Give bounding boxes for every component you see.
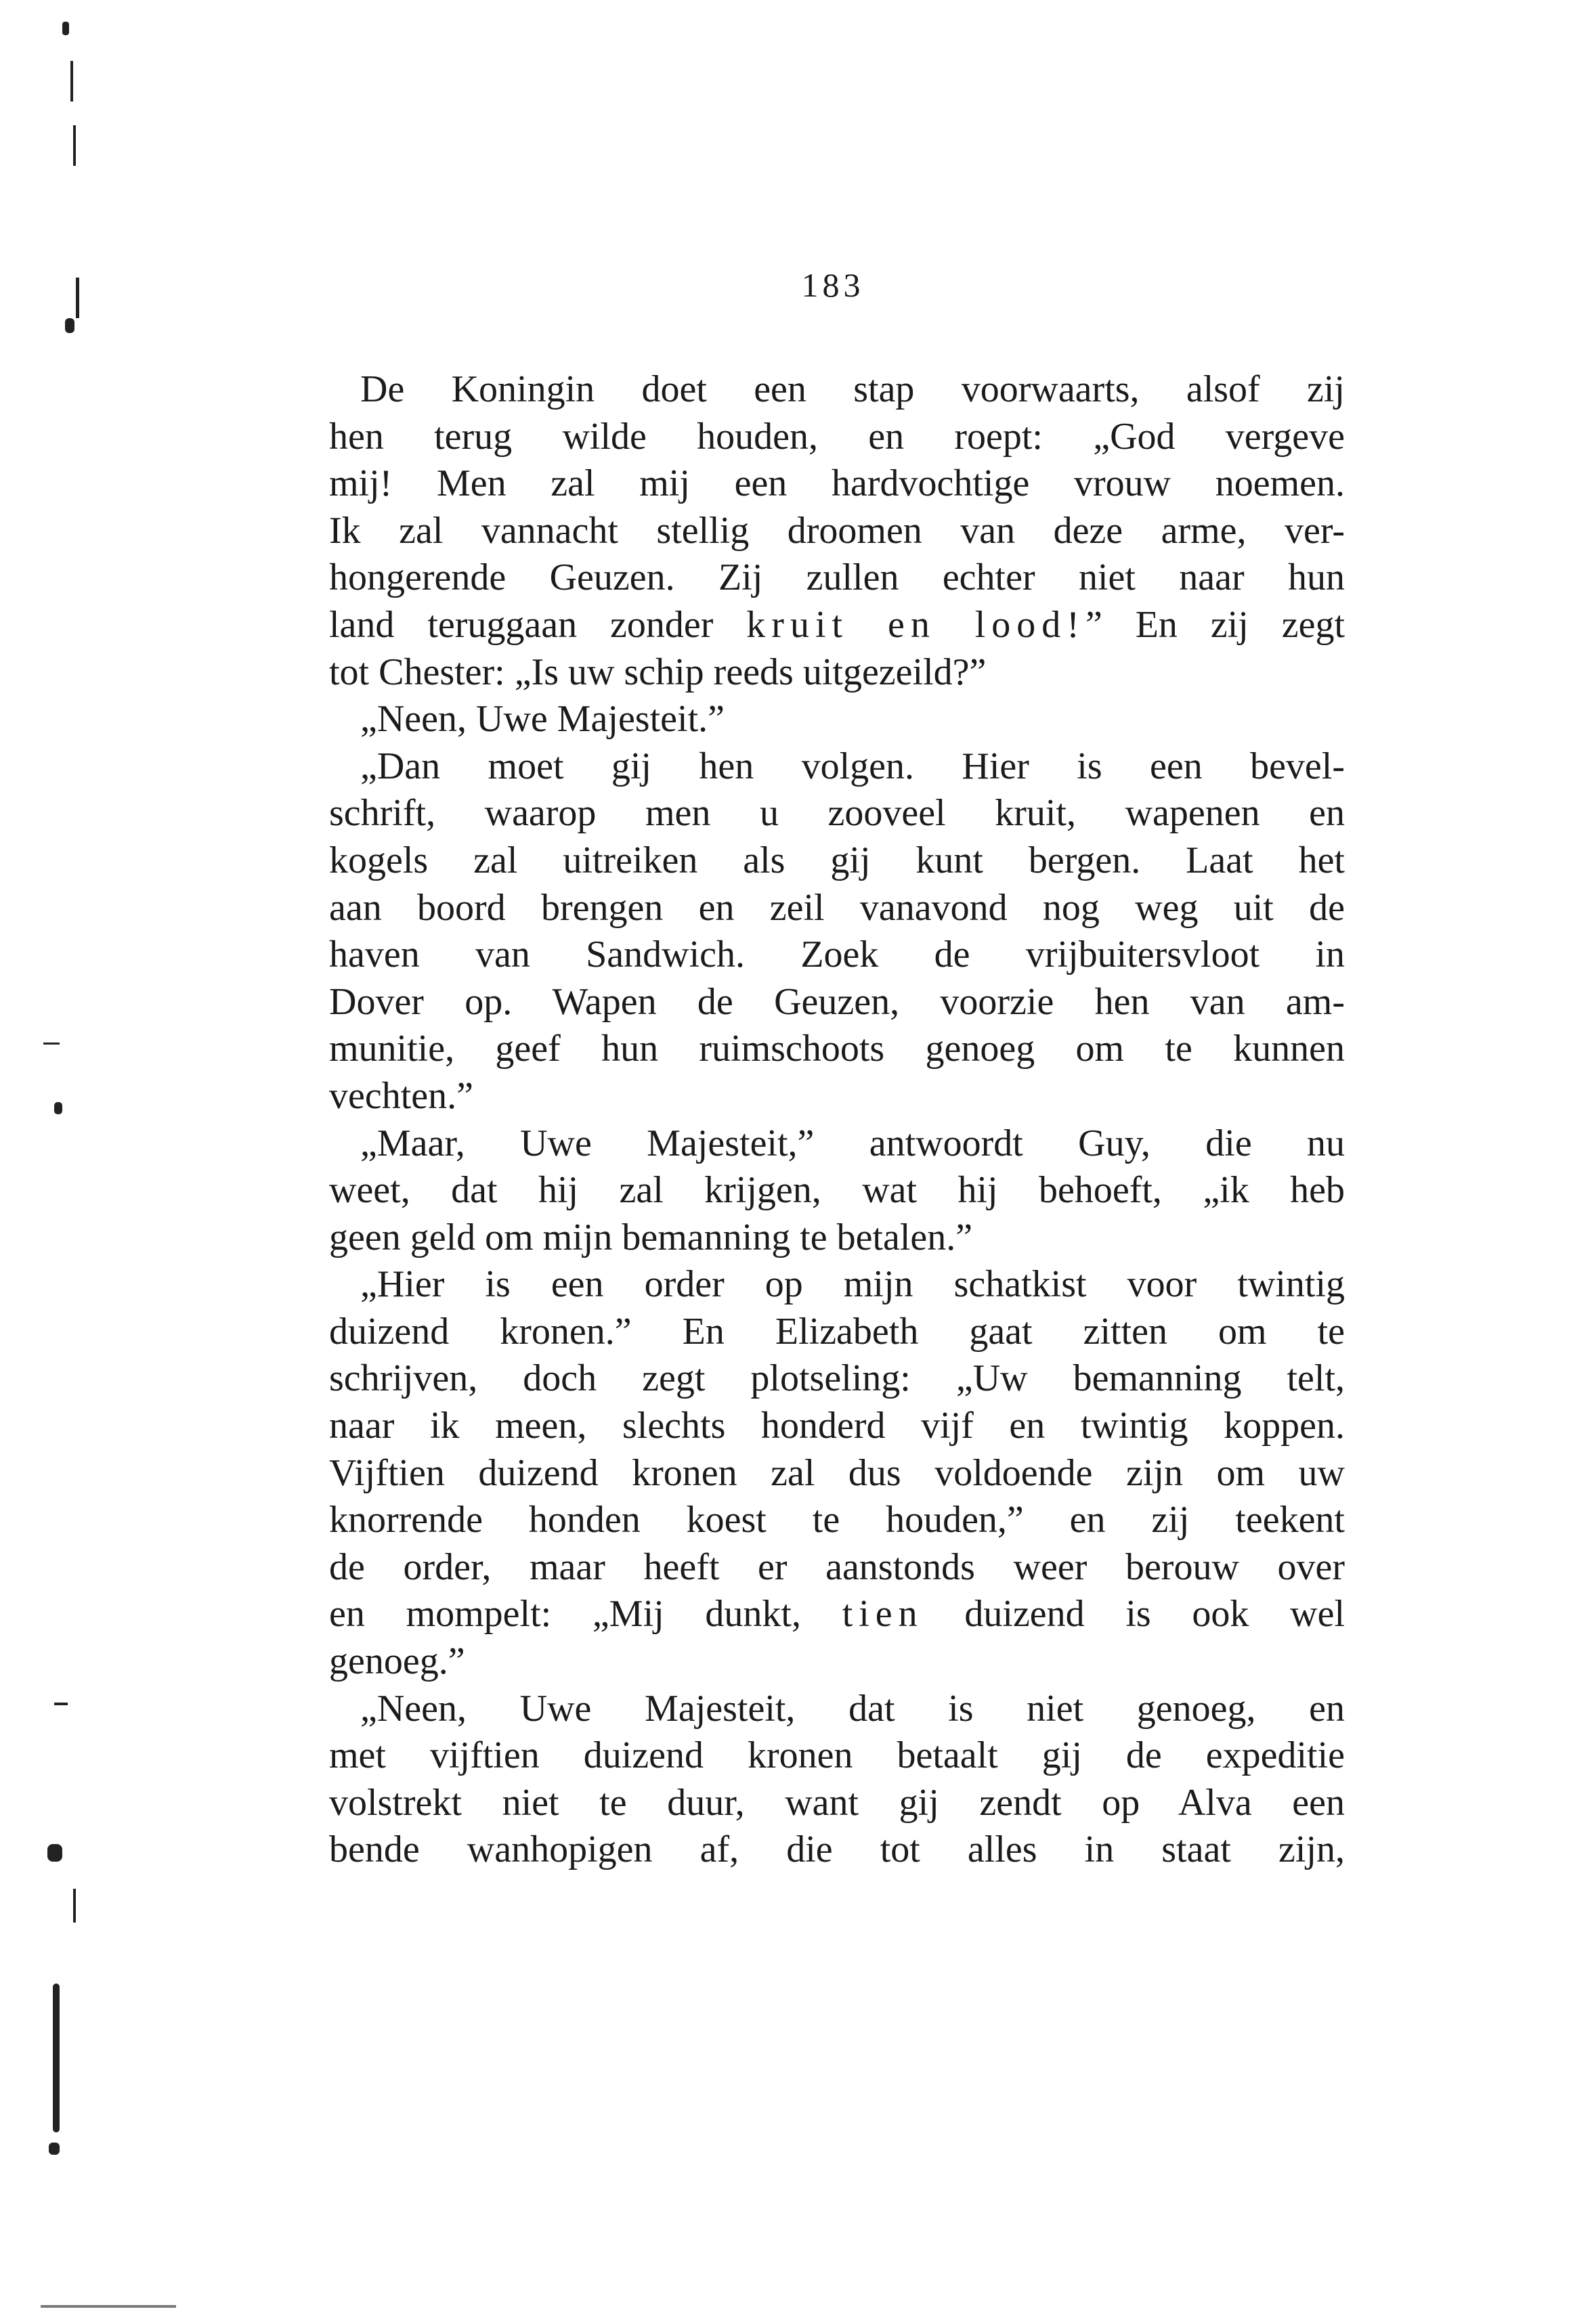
text-line: land teruggaan zonder kruit en lood!” En zij zegt xyxy=(329,603,1345,646)
text-line: Dover op. Wapen de Geuzen, voorzie hen van am- xyxy=(329,980,1345,1023)
text-line: haven van Sandwich. Zoek de vrijbuitersvloot in xyxy=(329,934,1345,976)
text-line: geen geld om mijn bemanning te betalen.” xyxy=(329,1216,973,1258)
text-line: „Dan moet gij hen volgen. Hier is een bevel- xyxy=(360,745,1345,787)
scan-mark xyxy=(62,22,69,35)
text-line: naar ik meen, slechts honderd vijf en twintig koppen. xyxy=(329,1405,1345,1447)
text-line: aan boord brengen en zeil vanavond nog weg uit de xyxy=(329,886,1345,929)
text-line: hongerende Geuzen. Zij zullen echter niet naar hun xyxy=(329,556,1345,599)
scan-mark xyxy=(49,2143,60,2155)
text-line: „Neen, Uwe Majesteit.” xyxy=(360,698,725,741)
text-line: „Hier is een order op mijn schatkist voor twintig xyxy=(360,1263,1345,1306)
text-line: De Koningin doet een stap voorwaarts, alsof zij xyxy=(360,368,1345,410)
scan-mark xyxy=(47,1844,62,1862)
scan-mark xyxy=(76,278,79,318)
scan-mark xyxy=(54,1703,68,1705)
scan-mark xyxy=(73,1889,76,1923)
scan-mark xyxy=(53,1983,60,2132)
text-line: duizend kronen.” En Elizabeth gaat zitten om te xyxy=(329,1310,1345,1353)
scan-mark xyxy=(43,1043,60,1045)
text-line: volstrekt niet te duur, want gij zendt op Alva een xyxy=(329,1781,1345,1824)
text-line: bende wanhopigen af, die tot alles in staat zijn, xyxy=(329,1828,1345,1871)
page-number: 183 xyxy=(801,266,865,304)
scan-mark xyxy=(65,318,74,333)
text-line: munitie, geef hun ruimschoots genoeg om te kunnen xyxy=(329,1028,1345,1070)
text-line: Ik zal vannacht stellig droomen van deze arme, ver- xyxy=(329,509,1345,552)
body-text xyxy=(329,366,1345,1874)
text-line: „Maar, Uwe Majesteit,” antwoordt Guy, die nu xyxy=(360,1122,1345,1164)
text-line: knorrende honden koest te houden,” en zij teekent xyxy=(329,1499,1345,1541)
text-line: schrift, waarop men u zooveel kruit, wapenen en xyxy=(329,792,1345,835)
text-line: vechten.” xyxy=(329,1074,473,1117)
text-line: Vijftien duizend kronen zal dus voldoende zijn om uw xyxy=(329,1451,1345,1494)
spaced-text: kruit en lood! xyxy=(746,603,1085,646)
text-line: genoeg.” xyxy=(329,1640,465,1683)
text-line: met vijftien duizend kronen betaalt gij de expeditie xyxy=(329,1734,1345,1777)
text-line: hen terug wilde houden, en roept: „God vergeve xyxy=(329,415,1345,458)
scan-mark xyxy=(54,1102,62,1114)
text-line: schrijven, doch zegt plotseling: „Uw bemanning telt, xyxy=(329,1357,1345,1400)
text-line: weet, dat hij zal krijgen, wat hij behoeft, „ik heb xyxy=(329,1169,1345,1212)
text-line: en mompelt: „Mij dunkt, tien duizend is ook wel xyxy=(329,1593,1345,1636)
text-line: mij! Men zal mij een hardvochtige vrouw noemen. xyxy=(329,462,1345,505)
text-line: kogels zal uitreiken als gij kunt bergen. Laat het xyxy=(329,839,1345,881)
scan-mark xyxy=(70,61,73,102)
spaced-text: tien xyxy=(842,1593,924,1636)
scan-mark xyxy=(73,125,76,166)
text-line: tot Chester: „Is uw schip reeds uitgezeild?” xyxy=(329,651,987,693)
text-line: de order, maar heeft er aanstonds weer berouw over xyxy=(329,1545,1345,1588)
text-line: „Neen, Uwe Majesteit, dat is niet genoeg, en xyxy=(360,1687,1345,1730)
scan-mark xyxy=(41,2305,176,2308)
